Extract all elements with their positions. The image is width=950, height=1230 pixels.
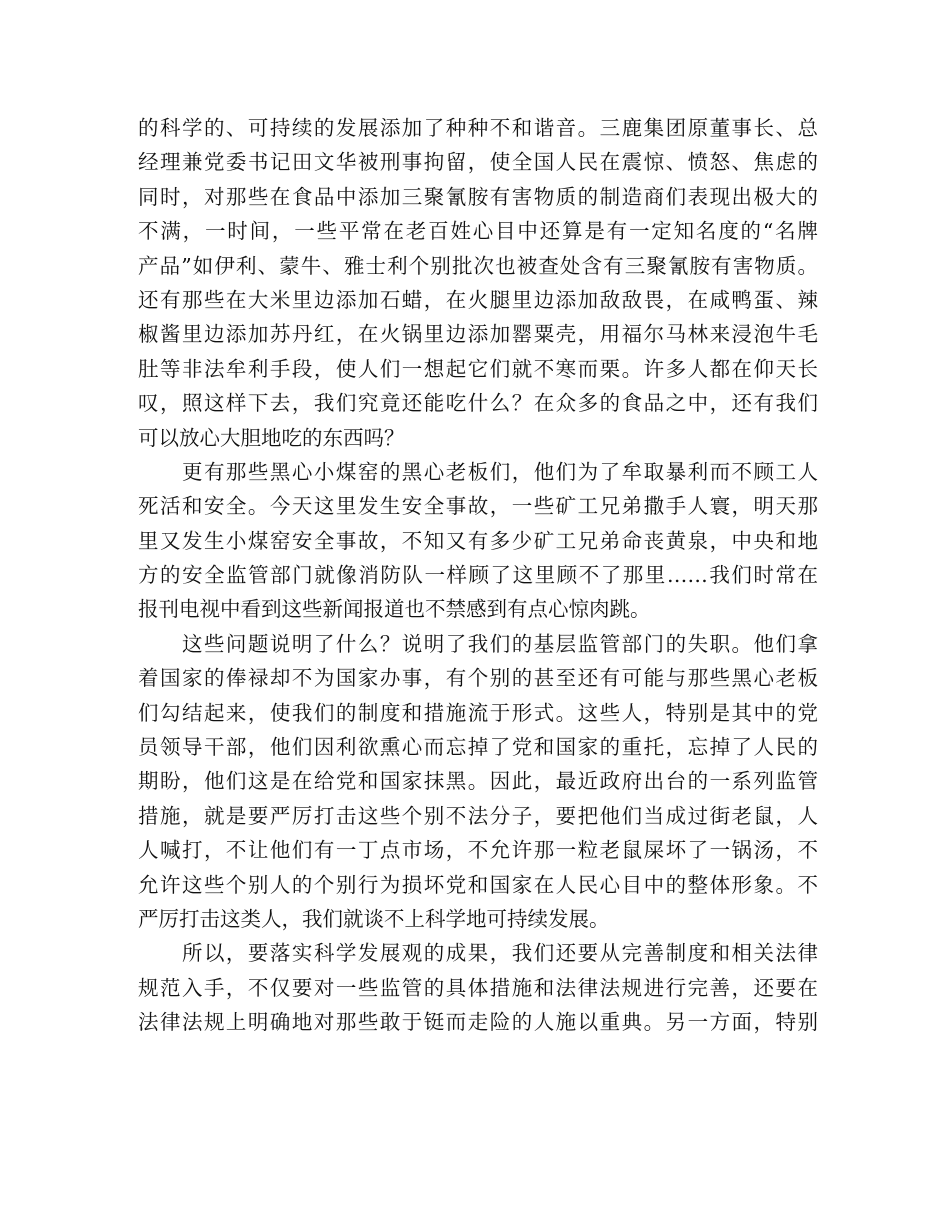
text-line: 更有那些黑心小煤窑的黑心老板们，他们为了牟取暴利而不顾工人 — [138, 459, 818, 484]
text-line: 不满，一时间，一些平常在老百姓心目中还算是有一定知名度的“名牌 — [138, 219, 818, 244]
text-line: 的科学的、可持续的发展添加了种种不和谐音。三鹿集团原董事长、总 — [138, 116, 818, 140]
text-line: 叹，照这样下去，我们究竟还能吃什么？在众多的食品之中，还有我们 — [138, 391, 818, 416]
text-line: 员领导干部，他们因利欲熏心而忘掉了党和国家的重托，忘掉了人民的 — [138, 735, 818, 760]
text-line: 着国家的俸禄却不为国家办事，有个别的甚至还有可能与那些黑心老板 — [138, 666, 818, 691]
text-line: 可以放心大胆地吃的东西吗？ — [138, 425, 405, 450]
paragraph-2 — [138, 455, 818, 627]
document-body — [138, 111, 818, 1040]
paragraph-3 — [138, 627, 818, 937]
text-line: 规范入手，不仅要对一些监管的具体措施和法律法规进行完善，还要在 — [138, 975, 818, 1000]
text-line: 期盼，他们这是在给党和国家抹黑。因此，最近政府出台的一系列监管 — [138, 769, 818, 794]
text-line: 措施，就是要严厉打击这些个别不法分子，要把他们当成过街老鼠，人 — [138, 803, 818, 828]
text-line: 法律法规上明确地对那些敢于铤而走险的人施以重典。另一方面，特别 — [138, 1010, 818, 1035]
text-line: 允许这些个别人的个别行为损坏党和国家在人民心目中的整体形象。不 — [138, 872, 818, 897]
text-line: 肚等非法牟利手段，使人们一想起它们就不寒而栗。许多人都在仰天长 — [138, 356, 818, 381]
text-line: 死活和安全。今天这里发生安全事故，一些矿工兄弟撒手人寰，明天那 — [138, 494, 818, 519]
paragraph-1 — [138, 111, 818, 455]
text-line: 们勾结起来，使我们的制度和措施流于形式。这些人，特别是其中的党 — [138, 700, 818, 725]
text-line: 同时，对那些在食品中添加三聚氰胺有害物质的制造商们表现出极大的 — [138, 184, 818, 209]
text-line: 严厉打击这类人，我们就谈不上科学地可持续发展。 — [138, 906, 610, 931]
text-line: 方的安全监管部门就像消防队一样顾了这里顾不了那里……我们时常在 — [138, 563, 818, 588]
text-line: 所以，要落实科学发展观的成果，我们还要从完善制度和相关法律 — [138, 941, 818, 966]
text-line: 里又发生小煤窑安全事故，不知又有多少矿工兄弟命丧黄泉，中央和地 — [138, 528, 818, 553]
text-line: 经理兼党委书记田文华被刑事拘留，使全国人民在震惊、愤怒、焦虑的 — [138, 150, 818, 175]
text-line: 产品”如伊利、蒙牛、雅士利个别批次也被查处含有三聚氰胺有害物质。 — [138, 253, 818, 278]
text-line: 还有那些在大米里边添加石蜡，在火腿里边添加敌敌畏，在咸鸭蛋、辣 — [138, 287, 818, 312]
text-line: 这些问题说明了什么？说明了我们的基层监管部门的失职。他们拿 — [138, 631, 818, 656]
text-line: 椒酱里边添加苏丹红，在火锅里边添加罂粟壳，用福尔马林来浸泡牛毛 — [138, 322, 818, 347]
paragraph-4 — [138, 936, 818, 1039]
text-line: 人喊打，不让他们有一丁点市场，不允许那一粒老鼠屎坏了一锅汤，不 — [138, 838, 818, 863]
text-line: 报刊电视中看到这些新闻报道也不禁感到有点心惊肉跳。 — [138, 597, 651, 622]
